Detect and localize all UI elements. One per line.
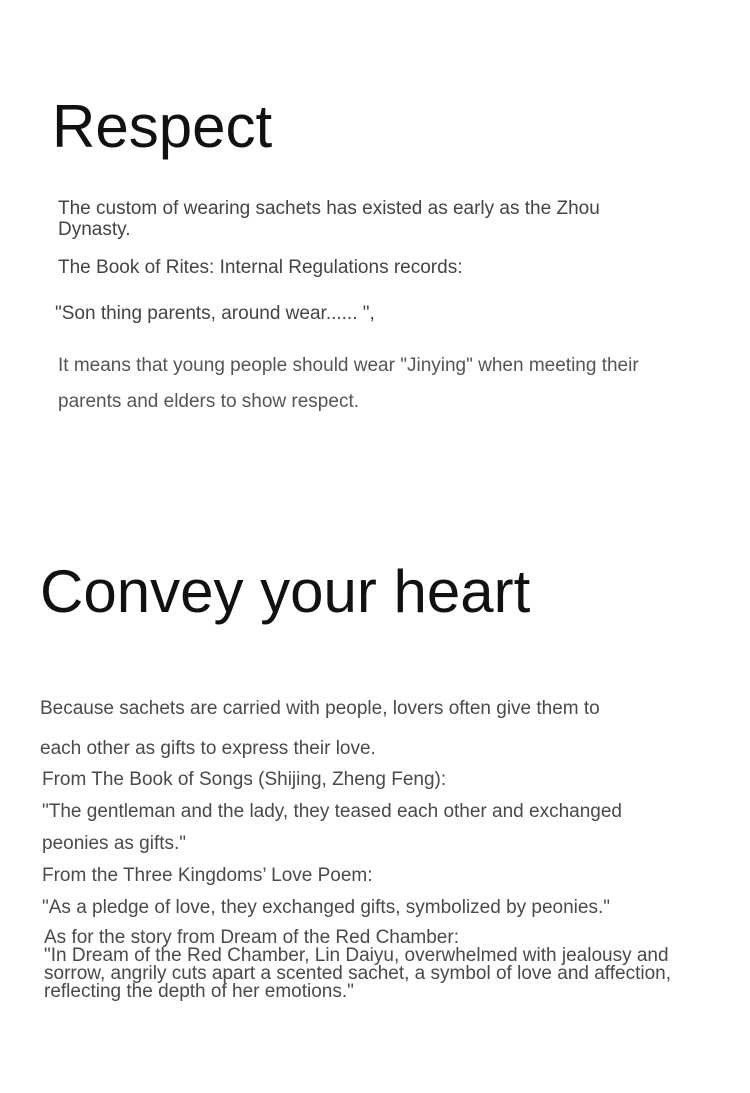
- kingdoms-quote: "As a pledge of love, they exchanged gifts, symbolized by peonies.": [42, 897, 610, 918]
- respect-explanation-line-1: It means that young people should wear "Jinying" when meeting their: [58, 355, 639, 376]
- section-heading-respect: Respect: [52, 93, 273, 160]
- dream-intro: As for the story from Dream of the Red Chamber:: [44, 927, 459, 948]
- songs-quote-line-2: peonies as gifts.": [42, 833, 187, 854]
- respect-quote: "Son thing parents, around wear...... ",: [55, 303, 375, 324]
- respect-paragraph-origin: The custom of wearing sachets has existed as early as the Zhou Dynasty.: [58, 198, 600, 240]
- convey-paragraph-line-1: Because sachets are carried with people, lovers often give them to: [40, 698, 600, 719]
- respect-explanation-line-2: parents and elders to show respect.: [58, 391, 360, 412]
- respect-paragraph-book-of-rites: The Book of Rites: Internal Regulations records:: [58, 257, 463, 278]
- section-heading-convey-your-heart: Convey your heart: [40, 558, 531, 625]
- songs-quote-line-1: "The gentleman and the lady, they teased each other and exchanged: [42, 801, 622, 822]
- kingdoms-intro: From the Three Kingdoms’ Love Poem:: [42, 865, 373, 886]
- convey-paragraph-line-2: each other as gifts to express their love.: [40, 738, 376, 759]
- dream-quote: "In Dream of the Red Chamber, Lin Daiyu, overwhelmed with jealousy and sorrow, angrily cuts apart a scented sachet, a symbol of love and affection, reflecting the depth of her emotions.": [44, 945, 671, 1002]
- songs-intro: From The Book of Songs (Shijing, Zheng Feng):: [42, 769, 447, 790]
